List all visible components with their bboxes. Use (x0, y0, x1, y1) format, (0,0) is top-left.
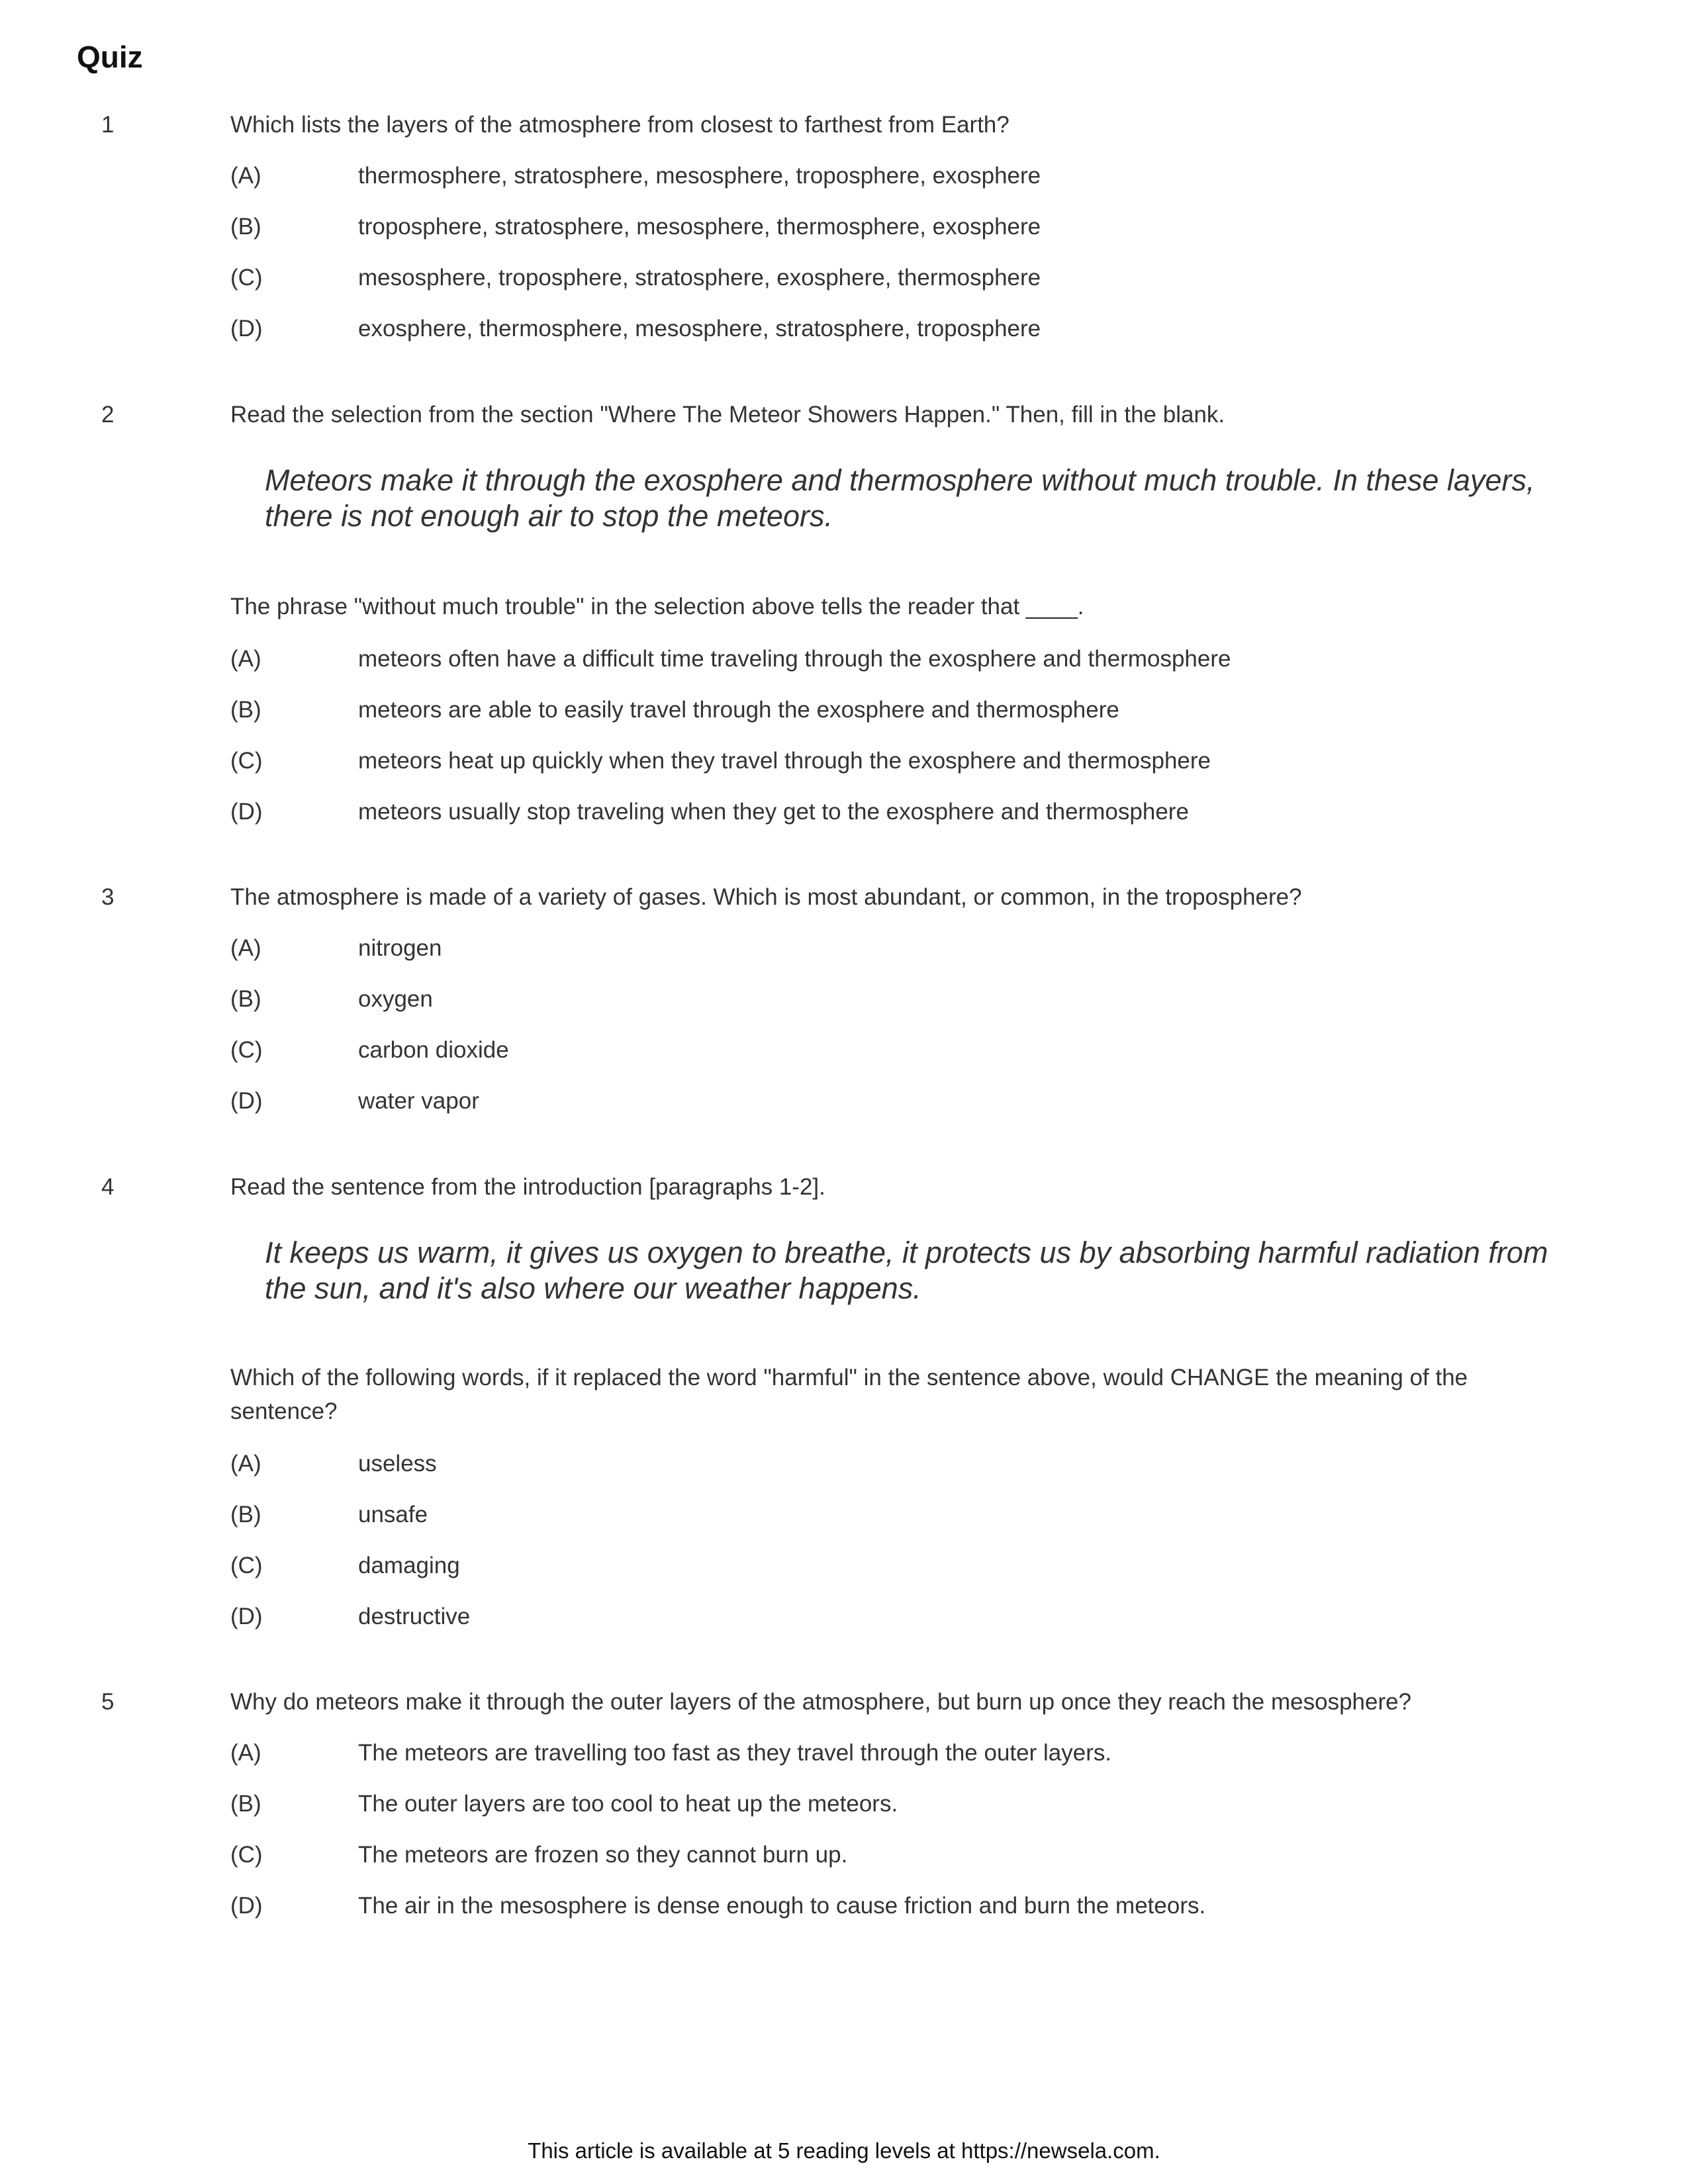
answer-option-d[interactable] (0, 1891, 1688, 1925)
question-number: 5 (101, 1689, 115, 1715)
question-prompt: The atmosphere is made of a variety of gases. Which is most abundant, or common, in the troposphere? (230, 884, 1302, 910)
answer-option-d[interactable] (0, 797, 1688, 831)
answer-option-d[interactable] (0, 1087, 1688, 1120)
option-text: meteors often have a difficult time traveling through the exosphere and thermosphere (358, 646, 1231, 672)
answer-option-b[interactable] (0, 212, 1688, 246)
question-number: 2 (101, 402, 115, 428)
answer-option-b[interactable] (0, 985, 1688, 1018)
question-followup: Which of the following words, if it replaced the word "harmful" in the sentence above, would CHANGE the meaning of the sentence? (230, 1365, 1468, 1424)
answer-option-a[interactable] (0, 161, 1688, 195)
option-text: The outer layers are too cool to heat up the meteors. (358, 1791, 898, 1817)
answer-option-a[interactable] (0, 1449, 1688, 1482)
answer-option-a[interactable] (0, 1739, 1688, 1772)
question-prompt: Read the sentence from the introduction [paragraphs 1-2]. (230, 1174, 825, 1200)
answer-option-b[interactable] (0, 696, 1688, 729)
answer-option-a[interactable] (0, 645, 1688, 678)
question-prompt: Why do meteors make it through the outer layers of the atmosphere, but burn up once they reach the mesosphere? (230, 1689, 1412, 1715)
option-text: thermosphere, stratosphere, mesosphere, troposphere, exosphere (358, 163, 1041, 189)
option-letter: (C) (230, 265, 263, 291)
answer-option-b[interactable] (0, 1500, 1688, 1533)
option-letter: (D) (230, 1088, 263, 1114)
option-letter: (A) (230, 1740, 261, 1766)
option-text: unsafe (358, 1502, 428, 1527)
option-text: meteors are able to easily travel through the exosphere and thermosphere (358, 697, 1119, 723)
page-footer: This article is available at 5 reading levels at https://newsela.com. (528, 2138, 1160, 2163)
answer-option-c[interactable] (0, 747, 1688, 780)
option-text: mesosphere, troposphere, stratosphere, exosphere, thermosphere (358, 265, 1041, 291)
option-letter: (A) (230, 935, 261, 961)
option-letter: (B) (230, 1502, 261, 1527)
page-title: Quiz (77, 40, 143, 74)
question-number: 1 (101, 112, 115, 138)
option-text: exosphere, thermosphere, mesosphere, stratosphere, troposphere (358, 316, 1041, 341)
option-letter: (B) (230, 1791, 261, 1817)
option-text: damaging (358, 1553, 460, 1578)
answer-option-b[interactable] (0, 1790, 1688, 1823)
option-text: nitrogen (358, 935, 442, 961)
answer-option-d[interactable] (0, 1602, 1688, 1635)
option-text: water vapor (358, 1088, 479, 1114)
answer-option-a[interactable] (0, 934, 1688, 967)
option-letter: (C) (230, 1553, 263, 1578)
option-letter: (D) (230, 316, 263, 341)
option-text: oxygen (358, 986, 433, 1012)
question-number: 4 (101, 1174, 115, 1200)
option-text: carbon dioxide (358, 1037, 509, 1063)
option-letter: (C) (230, 748, 263, 774)
option-letter: (A) (230, 646, 261, 672)
option-letter: (D) (230, 799, 263, 825)
option-letter: (D) (230, 1893, 263, 1919)
option-text: The meteors are frozen so they cannot burn up. (358, 1842, 848, 1868)
option-text: useless (358, 1451, 437, 1477)
question-prompt: Which lists the layers of the atmosphere from closest to farthest from Earth? (230, 112, 1009, 138)
option-text: troposphere, stratosphere, mesosphere, thermosphere, exosphere (358, 214, 1041, 240)
option-letter: (A) (230, 163, 261, 189)
option-text: destructive (358, 1604, 471, 1629)
option-letter: (B) (230, 986, 261, 1012)
option-text: The air in the mesosphere is dense enough to cause friction and burn the meteors. (358, 1893, 1206, 1919)
option-text: meteors heat up quickly when they travel through the exosphere and thermosphere (358, 748, 1211, 774)
option-letter: (B) (230, 697, 261, 723)
answer-option-d[interactable] (0, 314, 1688, 347)
option-letter: (B) (230, 214, 261, 240)
question-number: 3 (101, 884, 115, 910)
answer-option-c[interactable] (0, 263, 1688, 296)
option-letter: (D) (230, 1604, 263, 1629)
quoted-selection: It keeps us warm, it gives us oxygen to breathe, it protects us by absorbing harmful radiation from the sun, and it's also where our weather happens. (265, 1236, 1548, 1305)
answer-option-c[interactable] (0, 1841, 1688, 1874)
option-letter: (C) (230, 1842, 263, 1868)
quoted-selection: Meteors make it through the exosphere and thermosphere without much trouble. In these layers, there is not enough air to stop the meteors. (265, 463, 1535, 533)
answer-option-c[interactable] (0, 1036, 1688, 1069)
option-letter: (C) (230, 1037, 263, 1063)
question-prompt: Read the selection from the section "Where The Meteor Showers Happen." Then, fill in the blank. (230, 402, 1225, 428)
answer-option-c[interactable] (0, 1551, 1688, 1584)
option-letter: (A) (230, 1451, 261, 1477)
question-followup: The phrase "without much trouble" in the selection above tells the reader that ____. (230, 594, 1084, 619)
option-text: The meteors are travelling too fast as they travel through the outer layers. (358, 1740, 1112, 1766)
option-text: meteors usually stop traveling when they get to the exosphere and thermosphere (358, 799, 1189, 825)
